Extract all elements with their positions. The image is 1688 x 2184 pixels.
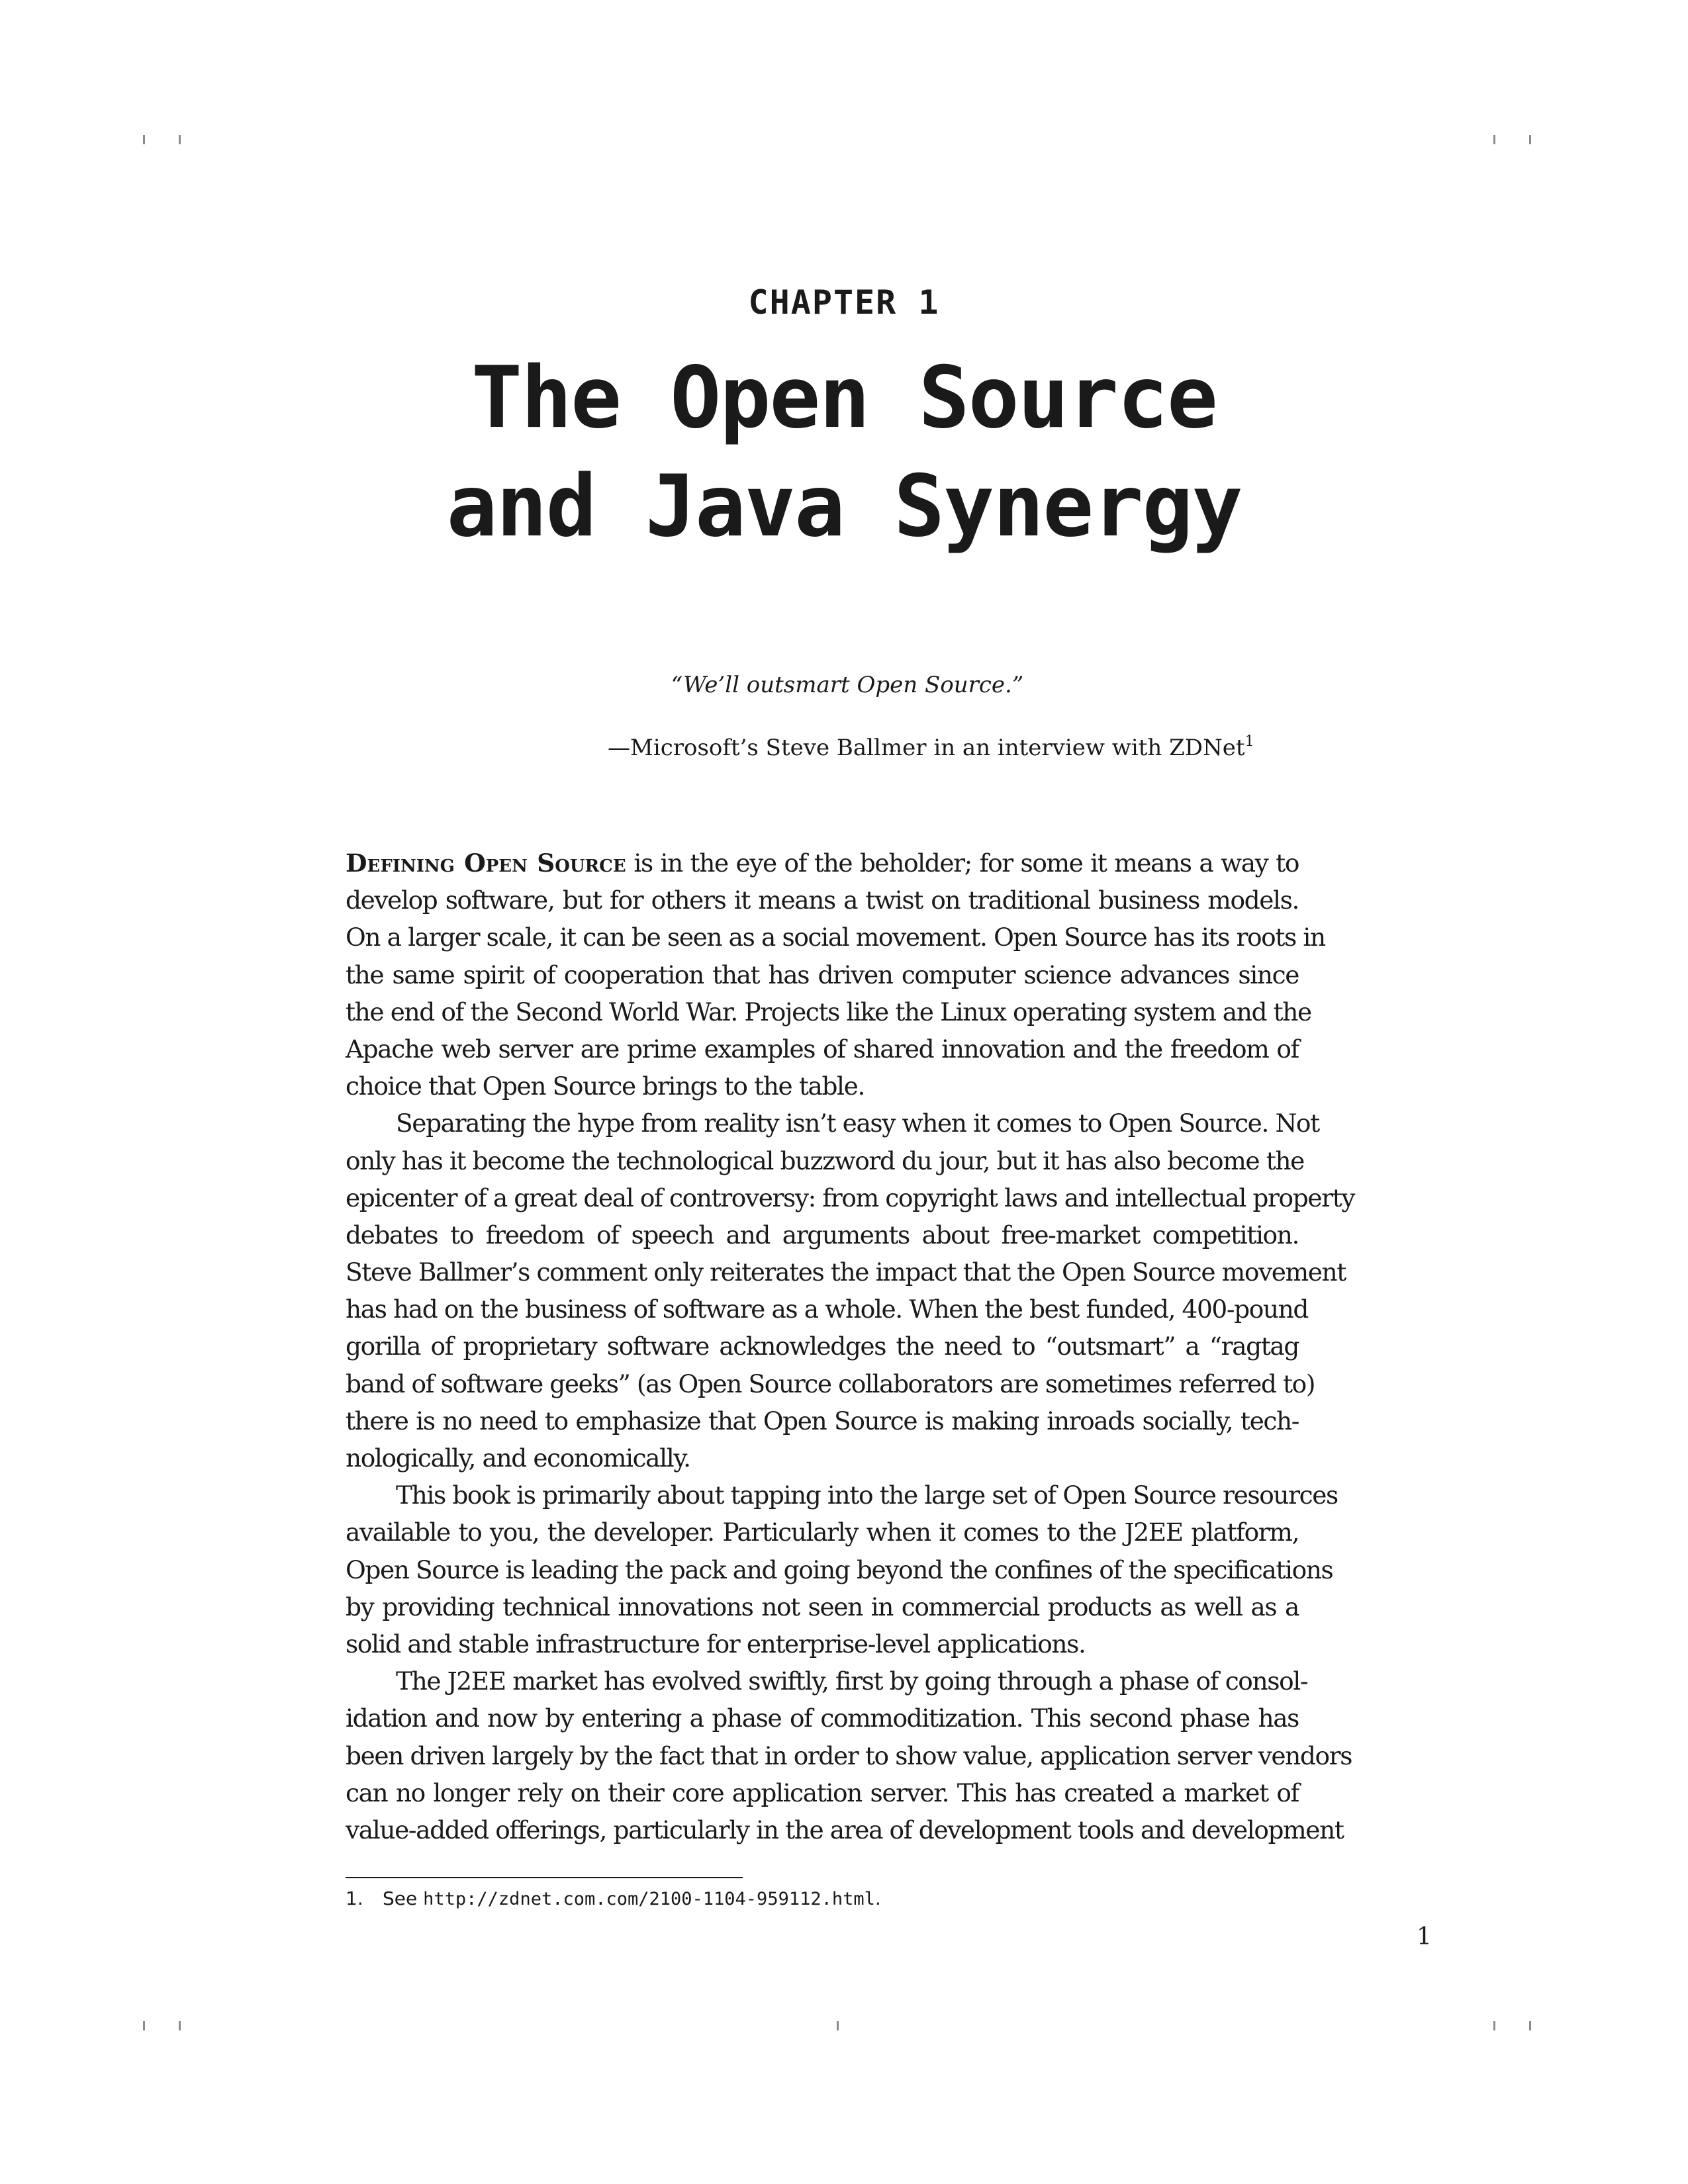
body-line: debates to freedom of speech and arguments about free-market competition. — [346, 1220, 1299, 1250]
body-line: only has it become the technological buzzword du jour, but it has also become the — [346, 1146, 1304, 1175]
crop-mark — [179, 2021, 181, 2030]
body-line: idation and now by entering a phase of commoditization. This second phase has — [346, 1704, 1299, 1733]
crop-mark — [1493, 2021, 1495, 2030]
body-line: by providing technical innovations not seen in commercial products as well as a — [346, 1592, 1299, 1621]
body-line: the same spirit of cooperation that has driven computer science advances since — [346, 960, 1299, 989]
body-line: Apache web server are prime examples of shared innovation and the freedom of — [346, 1034, 1299, 1064]
footnote-suffix: . — [874, 1888, 881, 1909]
body-line: value-added offerings, particularly in the area of development tools and development — [346, 1815, 1344, 1844]
body-line: there is no need to emphasize that Open Source is making inroads socially, tech- — [346, 1406, 1299, 1435]
epigraph-quote: “We’ll outsmart Open Source.” — [671, 672, 1024, 698]
footnote-divider — [346, 1877, 743, 1878]
body-line: Separating the hype from reality isn’t easy when it comes to Open Source. Not — [396, 1109, 1319, 1138]
footnote — [346, 1888, 881, 1909]
footnote-url-link[interactable]: http://zdnet.com.com/2100-1104-959112.html — [423, 1889, 875, 1909]
chapter-label: CHAPTER 1 — [748, 283, 940, 322]
body-line: available to you, the developer. Particularly when it comes to the J2EE platform, — [346, 1518, 1299, 1547]
body-line: On a larger scale, it can be seen as a social movement. Open Source has its roots in — [346, 923, 1325, 952]
footnote-prefix: See — [383, 1888, 424, 1909]
body-line: develop software, but for others it means a twist on traditional business models. — [346, 886, 1299, 915]
epigraph-attribution — [608, 735, 1254, 761]
page-number: 1 — [1417, 1923, 1432, 1950]
footnote-number: 1. — [346, 1888, 363, 1909]
body-line: Open Source is leading the pack and going beyond the confines of the specifications — [346, 1555, 1333, 1584]
crop-mark — [143, 135, 145, 144]
body-line: gorilla of proprietary software acknowledges the need to “outsmart” a “ragtag — [346, 1332, 1299, 1361]
chapter-title-line-2: and Java Synergy — [446, 457, 1242, 556]
body-line: been driven largely by the fact that in order to show value, application server vendors — [346, 1741, 1352, 1770]
body-line: can no longer rely on their core application server. This has created a market of — [346, 1778, 1299, 1807]
crop-mark — [179, 135, 181, 144]
footnote-reference[interactable]: 1 — [1244, 733, 1254, 750]
body-text — [346, 844, 1355, 1848]
body-line: This book is primarily about tapping into the large set of Open Source resources — [396, 1480, 1338, 1510]
body-line: the end of the Second World War. Projects like the Linux operating system and the — [346, 997, 1311, 1026]
body-line: epicenter of a great deal of controversy: from copyright laws and intellectual property — [346, 1183, 1355, 1212]
lead-in-smallcaps: Defining Open Source — [346, 848, 626, 878]
body-line: choice that Open Source brings to the table. — [346, 1071, 865, 1101]
crop-mark — [1529, 2021, 1531, 2030]
crop-mark — [1493, 135, 1495, 144]
body-line: The J2EE market has evolved swiftly, first by going through a phase of consol- — [396, 1666, 1308, 1696]
epigraph-attribution-text: —Microsoft’s Steve Ballmer in an interview with ZDNet — [608, 735, 1245, 761]
crop-mark — [837, 2021, 839, 2030]
body-line: Defining Open Source is in the eye of the beholder; for some it means a way to — [346, 848, 1299, 878]
body-line: band of software geeks” (as Open Source collaborators are sometimes referred to) — [346, 1369, 1315, 1398]
crop-mark — [143, 2021, 145, 2030]
chapter-title — [0, 344, 1688, 561]
body-line: Steve Ballmer’s comment only reiterates the impact that the Open Source movement — [346, 1257, 1346, 1287]
body-line: solid and stable infrastructure for enterprise-level applications. — [346, 1629, 1086, 1659]
crop-mark — [1529, 135, 1531, 144]
chapter-title-line-1: The Open Source — [471, 349, 1217, 447]
body-line: nologically, and economically. — [346, 1443, 690, 1473]
body-line: has had on the business of software as a whole. When the best funded, 400-pound — [346, 1295, 1309, 1324]
